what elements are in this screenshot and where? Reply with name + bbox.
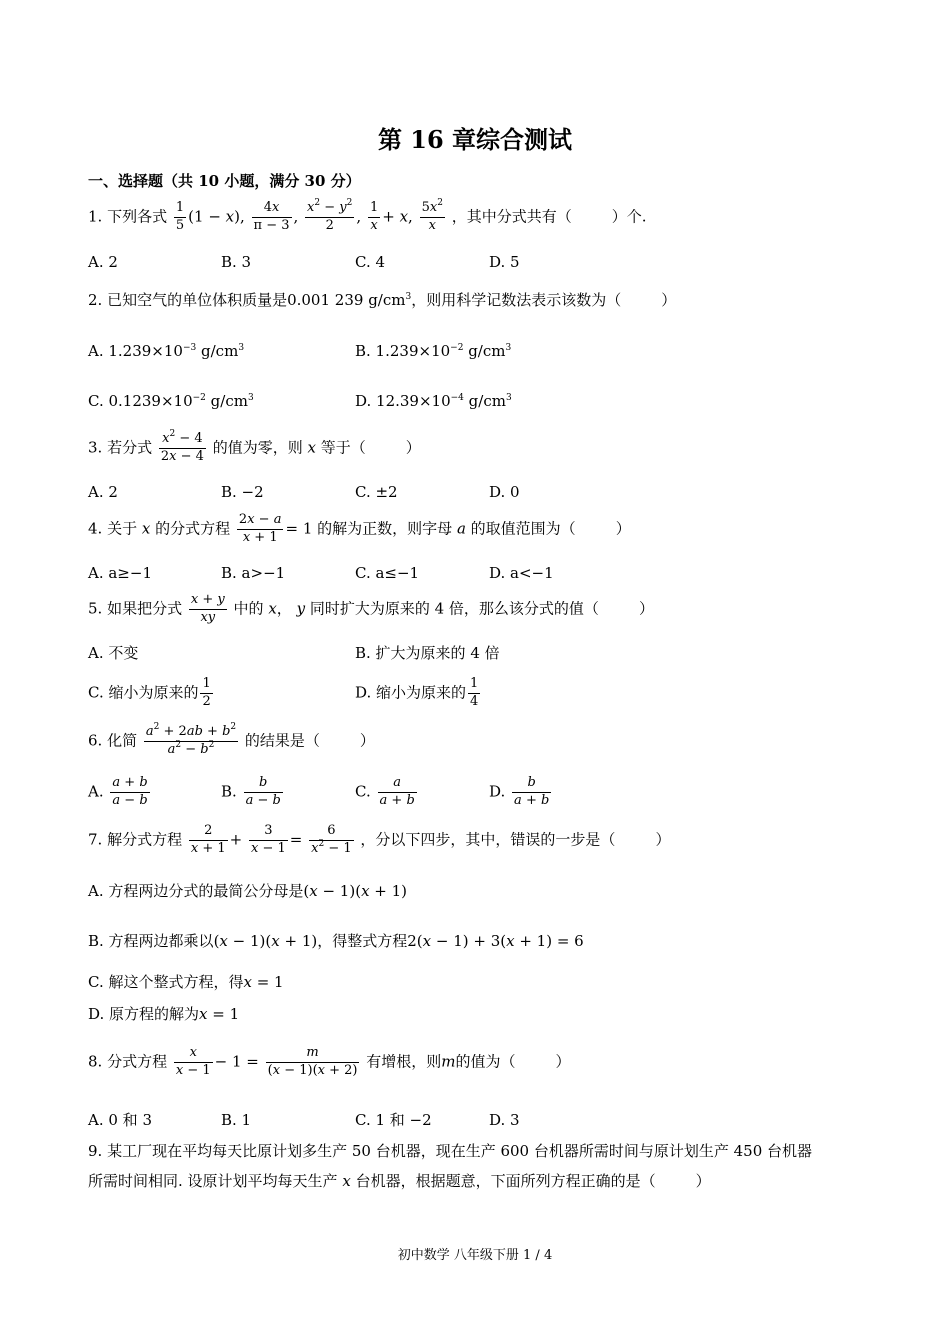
q6-option-c: C. $\frac{a}{a + b}$ (355, 775, 415, 808)
q4-option-a: A. a≥−1 (88, 564, 152, 582)
question-9-line-2: 所需时间相同. 设原计划平均每天生产 x 台机器，根据题意，下面所列方程正确的是（ ） (88, 1172, 711, 1190)
math-fraction: $\frac{x^2 - 4}{2x - 4}$ (160, 429, 204, 464)
page-title: 第 16 章综合测试 (377, 125, 573, 154)
q3-option-c: C. ±2 (355, 483, 398, 501)
q2-option-c: C. $0.1239\times 10^{-2}$ $g/cm^3$ (88, 392, 254, 410)
section-heading: 一、选择题（共 10 小题，满分 30 分） (88, 172, 361, 190)
question-5: 5. 如果把分式 $\frac{x + y}{xy}$ 中的 x， y 同时扩大为原来的 4 倍，那么该分式的值（ ） (88, 592, 654, 625)
question-7: 7. 解分式方程 $\frac{2}{x + 1}$ + $\frac{3}{x - 1}$ = $\frac{6}{x^2 - 1}$ ，分以下四步，其中，错误的一步是（ ） (88, 823, 671, 856)
math-fraction: $\frac{5x^2}{x}$ (421, 198, 443, 233)
question-2: 2. 已知空气的单位体积质量是0.001 239 $g/cm^3$，则用科学记数法表示该数为（ ） (88, 291, 677, 309)
q1-option-c: C. 4 (355, 253, 386, 271)
math-fraction: $\frac{a^2 + 2ab + b^2}{a^2 - b^2}$ (145, 722, 237, 757)
q7-option-c: C. 解这个整式方程，得x = 1 (88, 973, 284, 991)
math-fraction: $\frac{x + y}{xy}$ (190, 592, 225, 625)
math-fraction: $\frac{4x}{\pi - 3}$ (253, 200, 290, 233)
q3-option-a: A. 2 (88, 483, 118, 501)
question-3: 3. 若分式 $\frac{x^2 - 4}{2x - 4}$ 的值为零，则 x 等于（ ） (88, 429, 421, 464)
q8-option-c: C. 1 和 −2 (355, 1111, 432, 1129)
question-8: 8. 分式方程 $\frac{x}{x - 1}$ − 1 = $\frac{m}{(x - 1)(x + 2)}$ 有增根，则m的值为（ ） (88, 1045, 571, 1078)
q3-option-b: B. −2 (221, 483, 264, 501)
q6-option-b: B. $\frac{b}{a - b}$ (221, 775, 281, 808)
q6-option-a: A. $\frac{a + b}{a - b}$ (88, 775, 148, 808)
q8-option-b: B. 1 (221, 1111, 252, 1129)
q1-option-a: A. 2 (88, 253, 118, 271)
math-fraction: $\frac{2x - a}{x + 1}$ (238, 512, 282, 545)
q1-option-b: B. 3 (221, 253, 252, 271)
q7-option-b: B. 方程两边都乘以(x − 1)(x + 1)，得整式方程2(x − 1) + 3(x + 1) = 6 (88, 932, 584, 950)
math-fraction: $\frac{1}{x}$ (369, 200, 379, 233)
question-4: 4. 关于 x 的分式方程 $\frac{2x - a}{x + 1}$ = 1 的解为正数，则字母 a 的取值范围为（ ） (88, 512, 631, 545)
q2-option-d: D. $12.39\times 10^{-4}$ $g/cm^3$ (355, 392, 512, 410)
q4-option-c: C. a≤−1 (355, 564, 420, 582)
q2-option-b: B. $1.239\times 10^{-2}$ $g/cm^3$ (355, 342, 512, 360)
page-footer: 初中数学 八年级下册 1 / 4 (397, 1248, 553, 1263)
q2-option-a: A. $1.239\times 10^{-3}$ $g/cm^3$ (88, 342, 245, 360)
q5-option-b: B. 扩大为原来的 4 倍 (355, 644, 500, 662)
q5-option-a: A. 不变 (88, 644, 139, 662)
question-1: 1. 下列各式 $\frac{1}{5}$ (1 − x), $\frac{4x}{\pi - 3}$ , $\frac{x^2 - y^2}{2}$ , $\frac{1}{x}$ + x, $\frac{5x^2}{x}$ ，其中分式共有（ ）个. (88, 198, 647, 233)
q8-option-a: A. 0 和 3 (88, 1111, 152, 1129)
q6-option-d: D. $\frac{b}{a + b}$ (489, 775, 550, 808)
q4-option-d: D. a<−1 (489, 564, 554, 582)
q5-option-c: C. 缩小为原来的 $\frac{1}{2}$ (88, 676, 211, 709)
math-fraction: $\frac{1}{5}$ (175, 200, 185, 233)
q7-option-d: D. 原方程的解为x = 1 (88, 1005, 240, 1023)
q1-option-d: D. 5 (489, 253, 520, 271)
q5-option-d: D. 缩小为原来的 $\frac{1}{4}$ (355, 676, 479, 709)
question-9-line-1: 9. 某工厂现在平均每天比原计划多生产 50 台机器，现在生产 600 台机器所需时间与原计划生产 450 台机器 (88, 1142, 813, 1160)
q1-prefix: 1. 下列各式 (88, 207, 168, 226)
math-fraction: $\frac{x^2 - y^2}{2}$ (307, 198, 353, 233)
q3-option-d: D. 0 (489, 483, 520, 501)
question-6: 6. 化简 $\frac{a^2 + 2ab + b^2}{a^2 - b^2}$ 的结果是（ ） (88, 722, 375, 757)
q8-option-d: D. 3 (489, 1111, 520, 1129)
q4-option-b: B. a>−1 (221, 564, 286, 582)
q7-option-a: A. 方程两边分式的最简公分母是(x − 1)(x + 1) (88, 882, 408, 900)
